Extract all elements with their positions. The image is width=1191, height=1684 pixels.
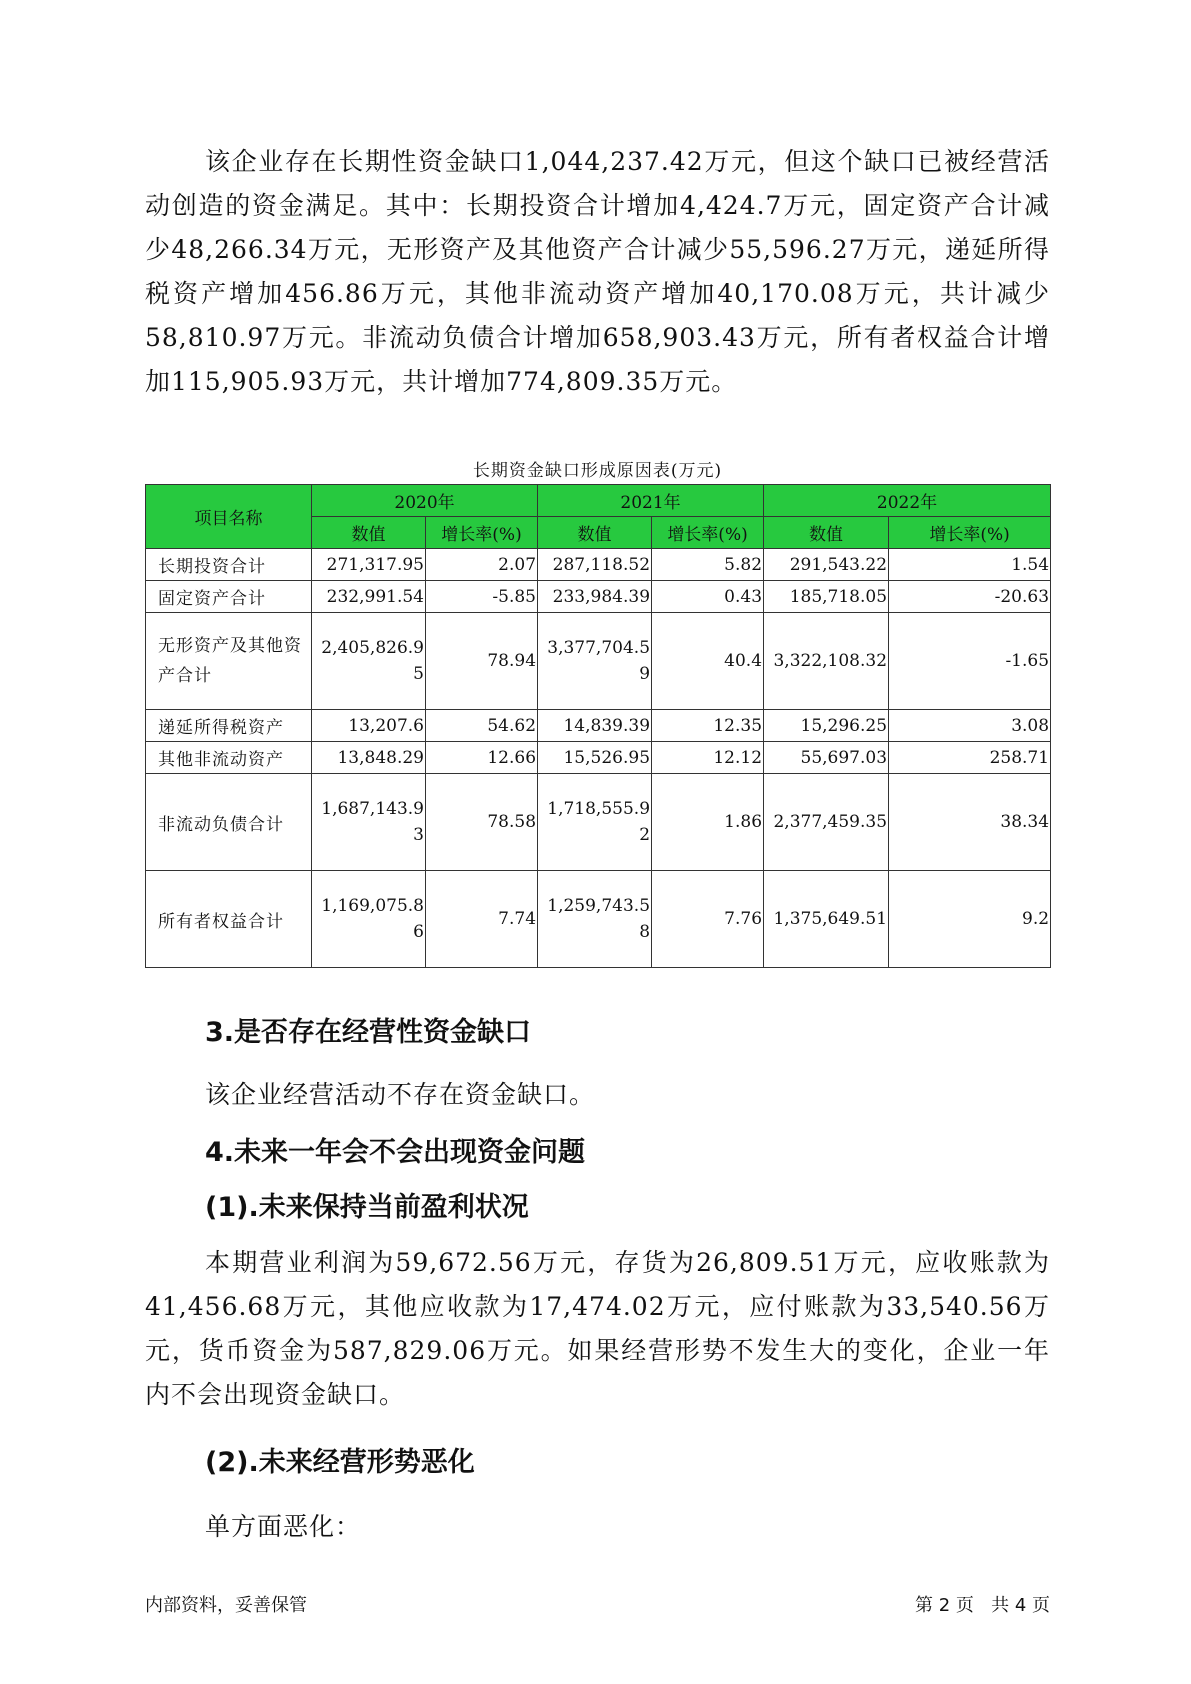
cell-value: 15,296.25	[764, 710, 889, 742]
long-term-gap-table	[145, 484, 1051, 968]
cell-growth: 2.07	[426, 549, 538, 581]
cell-value: 2,405,826.95	[312, 613, 426, 710]
cell-growth: 5.82	[652, 549, 764, 581]
header-growth: 增长率(%)	[652, 517, 764, 549]
row-name: 所有者权益合计	[146, 871, 312, 968]
row-name: 递延所得税资产	[146, 710, 312, 742]
cell-growth: 9.2	[889, 871, 1051, 968]
cell-value: 271,317.95	[312, 549, 426, 581]
cell-value: 15,526.95	[538, 742, 652, 774]
cell-growth: -20.63	[889, 581, 1051, 613]
cell-growth: 12.35	[652, 710, 764, 742]
cell-growth: 12.66	[426, 742, 538, 774]
table-row	[146, 710, 1051, 742]
cell-value: 1,687,143.93	[312, 774, 426, 871]
header-value: 数值	[764, 517, 889, 549]
table-row	[146, 774, 1051, 871]
cell-value: 233,984.39	[538, 581, 652, 613]
header-year-2020: 2020年	[312, 485, 538, 517]
cell-value: 287,118.52	[538, 549, 652, 581]
cell-growth: 40.4	[652, 613, 764, 710]
cell-value: 13,848.29	[312, 742, 426, 774]
row-name: 固定资产合计	[146, 581, 312, 613]
header-growth: 增长率(%)	[426, 517, 538, 549]
header-item-name: 项目名称	[146, 485, 312, 549]
section-heading-3: 3.是否存在经营性资金缺口	[205, 1017, 532, 1048]
cell-growth: 3.08	[889, 710, 1051, 742]
header-year-2021: 2021年	[538, 485, 764, 517]
subsection-heading-4-2: (2).未来经营形势恶化	[205, 1447, 475, 1478]
row-name: 长期投资合计	[146, 549, 312, 581]
cell-value: 55,697.03	[764, 742, 889, 774]
cell-value: 13,207.6	[312, 710, 426, 742]
cell-growth: 258.71	[889, 742, 1051, 774]
cell-value: 291,543.22	[764, 549, 889, 581]
row-name: 无形资产及其他资产合计	[146, 613, 312, 710]
paragraph-current-profit: 本期营业利润为59,672.56万元，存货为26,809.51万元，应收账款为41,456.68万元，其他应收款为17,474.02万元，应付账款为33,540.56万元，货币资金为587,829.06万元。如果经营形势不发生大的变化，企业一年内不会出现资金缺口。	[145, 1248, 1050, 1409]
subsection-heading-4-1: (1).未来保持当前盈利状况	[205, 1192, 529, 1223]
cell-value: 185,718.05	[764, 581, 889, 613]
cell-growth: 0.43	[652, 581, 764, 613]
table-row	[146, 549, 1051, 581]
table-row	[146, 871, 1051, 968]
cell-growth: 12.12	[652, 742, 764, 774]
footer-confidential-note: 内部资料，妥善保管	[145, 1595, 307, 1616]
cell-growth: 7.74	[426, 871, 538, 968]
cell-value: 1,718,555.92	[538, 774, 652, 871]
cell-value: 3,377,704.59	[538, 613, 652, 710]
paragraph-one-sided: 单方面恶化：	[205, 1512, 362, 1541]
cell-growth: 78.94	[426, 613, 538, 710]
cell-growth: 7.76	[652, 871, 764, 968]
cell-value: 3,322,108.32	[764, 613, 889, 710]
cell-growth: 54.62	[426, 710, 538, 742]
header-value: 数值	[312, 517, 426, 549]
cell-value: 2,377,459.35	[764, 774, 889, 871]
cell-value: 1,375,649.51	[764, 871, 889, 968]
row-name: 其他非流动资产	[146, 742, 312, 774]
cell-growth: 1.86	[652, 774, 764, 871]
table-row	[146, 613, 1051, 710]
cell-value: 1,169,075.86	[312, 871, 426, 968]
row-name: 非流动负债合计	[146, 774, 312, 871]
cell-growth: -5.85	[426, 581, 538, 613]
cell-growth: 38.34	[889, 774, 1051, 871]
paragraph-operating-gap: 该企业经营活动不存在资金缺口。	[205, 1080, 596, 1109]
header-growth: 增长率(%)	[889, 517, 1051, 549]
cell-growth: 78.58	[426, 774, 538, 871]
cell-growth: 1.54	[889, 549, 1051, 581]
table-row	[146, 581, 1051, 613]
footer-page-number: 第 2 页 共 4 页	[915, 1595, 1050, 1616]
cell-value: 14,839.39	[538, 710, 652, 742]
paragraph-long-term-gap: 该企业存在长期性资金缺口1,044,237.42万元，但这个缺口已被经营活动创造的资金满足。其中：长期投资合计增加4,424.7万元，固定资产合计减少48,266.34万元，无形资产及其他资产合计减少55,596.27万元，递延所得税资产增加456.86万元，其他非流动资产增加40,170.08万元，共计减少58,810.97万元。非流动负债合计增加658,903.43万元，所有者权益合计增加115,905.93万元，共计增加774,809.35万元。	[145, 147, 1050, 396]
cell-growth: -1.65	[889, 613, 1051, 710]
header-year-2022: 2022年	[764, 485, 1051, 517]
cell-value: 232,991.54	[312, 581, 426, 613]
table-row	[146, 742, 1051, 774]
section-heading-4: 4.未来一年会不会出现资金问题	[205, 1137, 586, 1168]
header-value: 数值	[538, 517, 652, 549]
table-caption: 长期资金缺口形成原因表(万元)	[472, 461, 723, 481]
cell-value: 1,259,743.58	[538, 871, 652, 968]
